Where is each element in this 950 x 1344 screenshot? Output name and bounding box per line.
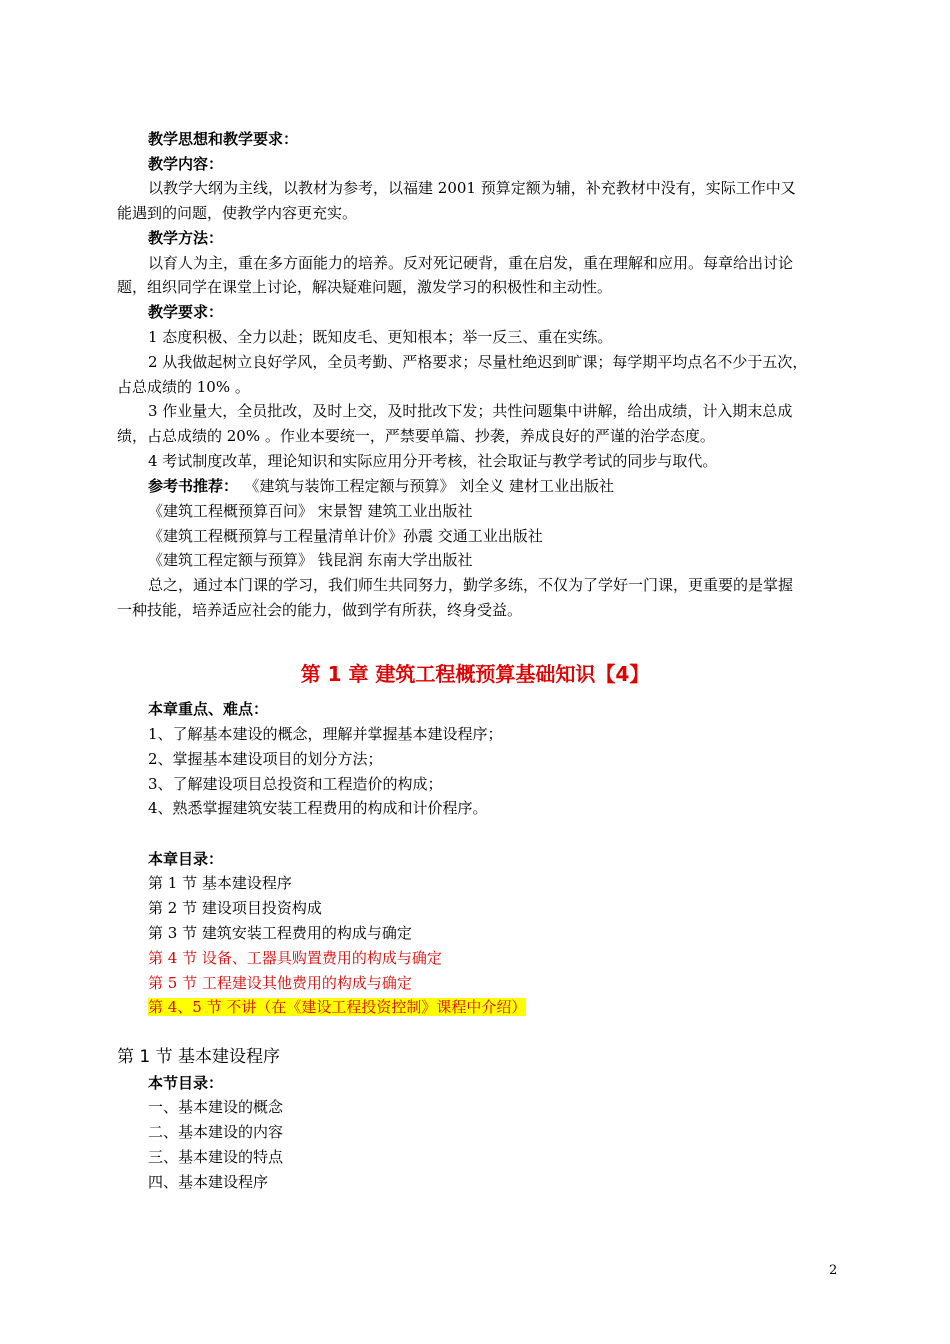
chapter-toc-item-4: 第 4 节 设备、工器具购置费用的构成与确定 — [148, 949, 442, 967]
section-toc-item-4: 四、基本建设程序 — [148, 1173, 269, 1191]
paragraph-teaching-method-line2: 题，组织同学在课堂上讨论，解决疑难问题，激发学习的积极性和主动性。 — [117, 278, 613, 296]
heading-teaching-philosophy: 教学思想和教学要求： — [148, 130, 299, 148]
summary-line2: 一种技能，培养适应社会的能力，做到学有所获，终身受益。 — [117, 601, 523, 619]
label-chapter-key-points: 本章重点、难点： — [148, 700, 269, 718]
requirement-2-line1: 2 从我做起树立良好学风，全员考勤、严格要求；尽量杜绝迟到旷课；每学期平均点名不少于五次， — [148, 353, 808, 371]
label-teaching-method: 教学方法： — [148, 229, 224, 247]
key-point-3: 3、了解建设项目总投资和工程造价的构成； — [148, 775, 443, 793]
requirement-4: 4 考试制度改革，理论知识和实际应用分开考核，社会取证与教学考试的同步与取代。 — [148, 452, 718, 470]
section-toc-item-2: 二、基本建设的内容 — [148, 1123, 284, 1141]
page-number: 2 — [829, 1263, 838, 1278]
chapter-toc-item-5: 第 5 节 工程建设其他费用的构成与确定 — [148, 974, 412, 992]
key-point-1: 1、了解基本建设的概念，理解并掌握基本建设程序； — [148, 725, 503, 743]
book-1: 《建筑与装饰工程定额与预算》 刘全义 建材工业出版社 — [252, 477, 615, 495]
summary-line1: 总之，通过本门课的学习，我们师生共同努力，勤学多练，不仅为了学好一门课，更重要的是掌握 — [148, 576, 794, 594]
label-teaching-requirements: 教学要求： — [148, 303, 224, 321]
requirement-1: 1 态度积极、全力以赴；既知皮毛、更知根本；举一反三、重在实练。 — [148, 328, 613, 346]
chapter-toc-item-1: 第 1 节 基本建设程序 — [148, 874, 292, 892]
section-1-title: 第 1 节 基本建设程序 — [117, 1047, 281, 1067]
paragraph-teaching-content-line1: 以教学大纲为主线，以教材为参考，以福建 2001 预算定额为辅，补充教材中没有，实际工作中又 — [148, 179, 796, 197]
section-toc-item-3: 三、基本建设的特点 — [148, 1148, 284, 1166]
reference-books-first-line — [148, 475, 614, 497]
requirement-3-line1: 3 作业量大，全员批改，及时上交，及时批改下发；共性问题集中讲解，给出成绩，计入期末总成 — [148, 402, 793, 420]
book-4: 《建筑工程定额与预算》 钱昆润 东南大学出版社 — [148, 551, 473, 569]
key-point-2: 2、掌握基本建设项目的划分方法； — [148, 750, 383, 768]
paragraph-teaching-method-line1: 以育人为主，重在多方面能力的培养。反对死记硬背，重在启发，重在理解和应用。每章给出讨论 — [148, 254, 794, 272]
key-point-4: 4、熟悉掌握建筑安装工程费用的构成和计价程序。 — [148, 799, 488, 817]
book-2: 《建筑工程概预算百问》 宋景智 建筑工业出版社 — [148, 502, 473, 520]
label-reference-books: 参考书推荐： — [148, 477, 239, 495]
book-3: 《建筑工程概预算与工程量清单计价》孙震 交通工业出版社 — [148, 527, 543, 545]
paragraph-teaching-content-line2: 能遇到的问题，使教学内容更充实。 — [117, 204, 358, 222]
highlighted-note-text: 第 4、5 节 不讲（在《建设工程投资控制》课程中介绍） — [148, 998, 527, 1016]
chapter-toc-note — [148, 996, 526, 1018]
chapter-title: 第 1 章 建筑工程概预算基础知识【4】 — [300, 662, 650, 686]
label-section-toc: 本节目录： — [148, 1074, 224, 1092]
section-toc-item-1: 一、基本建设的概念 — [148, 1098, 284, 1116]
requirement-2-line2: 占总成绩的 10% 。 — [117, 378, 250, 396]
requirement-3-line2: 绩，占总成绩的 20% 。作业本要统一，严禁要单篇、抄袭，养成良好的严谨的治学态度。 — [117, 427, 715, 445]
chapter-toc-item-2: 第 2 节 建设项目投资构成 — [148, 899, 322, 917]
label-chapter-toc: 本章目录： — [148, 850, 224, 868]
chapter-toc-item-3: 第 3 节 建筑安装工程费用的构成与确定 — [148, 924, 412, 942]
label-teaching-content: 教学内容： — [148, 155, 224, 173]
